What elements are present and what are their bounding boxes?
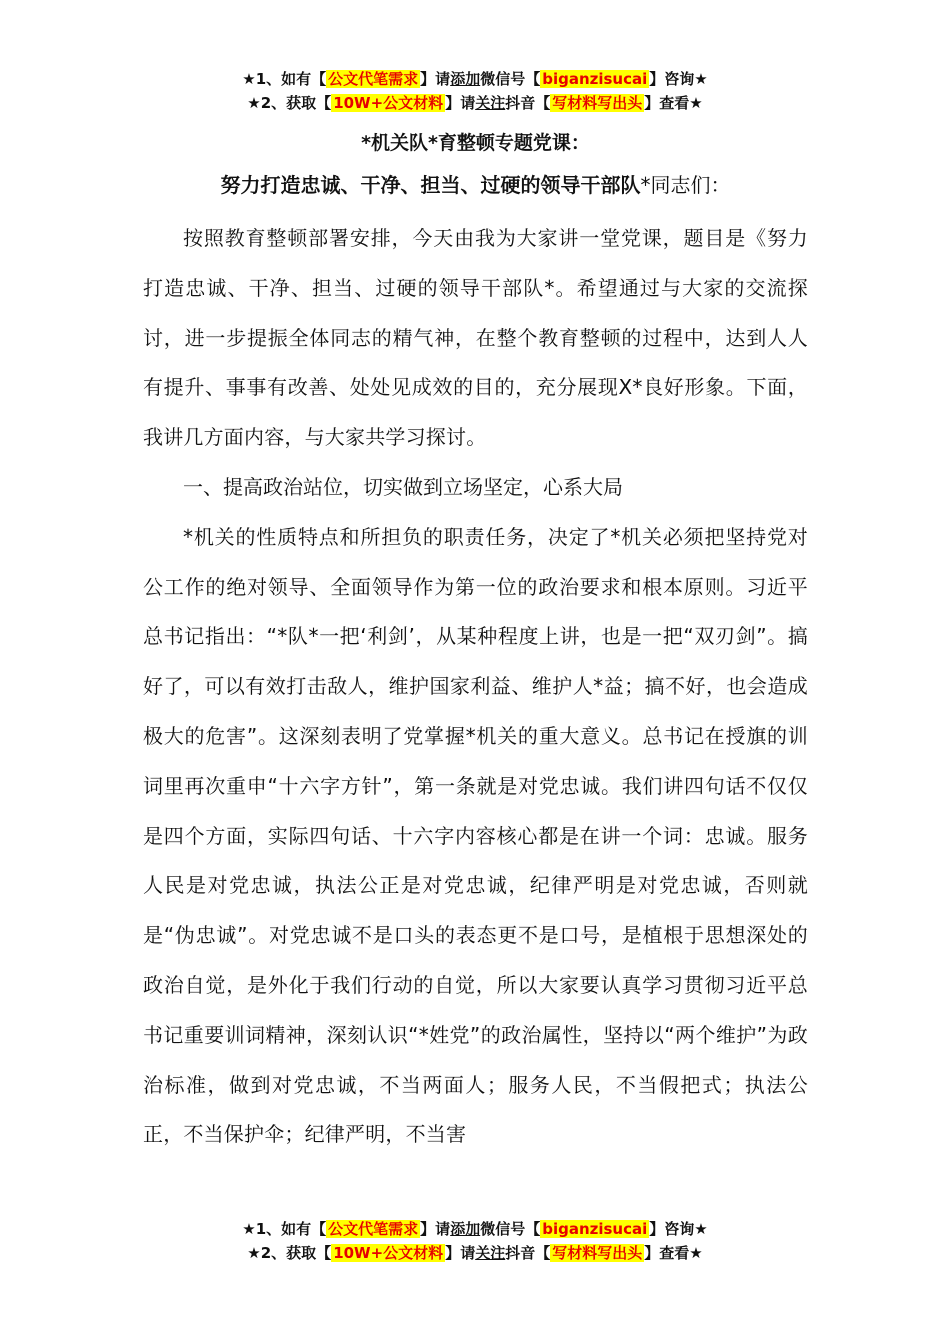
document-body [143,128,808,1160]
banner-text: 】查看★ [644,1244,703,1262]
underlined-text: 关注 [475,94,506,112]
banner-text: 微信号【 [480,1220,541,1238]
highlight-text: 公文代笔需求 [328,1220,419,1238]
banner-text: 】咨询★ [649,70,708,88]
top-ad-banner [0,67,950,115]
paragraph-section-1: *机关的性质特点和所担负的职责任务，决定了*机关必须把坚持党对公工作的绝对领导、全面领导作为第一位的政治要求和根本原则。习近平总书记指出：“*队*一把‘利剑’，从某种程度上讲，也是一把“双刃剑”。搞好了，可以有效打击敌人，维护国家利益、维护人*益；搞不好，也会造成极大的危害”。这深刻表明了党掌握*机关的重大意义。总书记在授旗的训词里再次重申“十六字方针”，第一条就是对党忠诚。我们讲四句话不仅仅是四个方面，实际四句话、十六字内容核心都是在讲一个词：忠诚。服务人民是对党忠诚，执法公正是对党忠诚，纪律严明是对党忠诚，否则就是“伪忠诚”。对党忠诚不是口头的表态更不是口号，是植根于思想深处的政治自觉，是外化于我们行动的自觉，所以大家要认真学习贯彻习近平总书记重要训词精神，深刻认识“*姓党”的政治属性，坚持以“两个维护”为政治标准，做到对党忠诚，不当两面人；服务人民，不当假把式；执法公正，不当保护伞；纪律严明，不当害 [143,524,808,1147]
banner-text: ★1、如有【 [242,70,327,88]
banner-text: 微信号【 [480,70,541,88]
subtitle-bold: 努力打造忠诚、干净、担当、过硬的领导干部队 [220,173,641,197]
banner-text: ★2、获取【 [247,1244,332,1262]
section-heading-1: 一、提高政治站位，切实做到立场坚定，心系大局 [183,474,623,499]
underlined-text: 添加 [450,70,481,88]
highlight-text: 10W+公文材料 [333,1244,444,1262]
document-title: *机关队*育整顿专题党课： [361,132,590,154]
paragraph-intro: 按照教育整顿部署安排，今天由我为大家讲一堂党课，题目是《努力打造忠诚、干净、担当、过硬的领导干部队*。希望通过与大家的交流探讨，进一步提振全体同志的精气神，在整个教育整顿的过程中，达到人人有提升、事事有改善、处处见成效的目的，充分展现X*良好形象。下面，我讲几方面内容，与大家共学习探讨。 [143,226,808,450]
banner-line-1 [0,1217,950,1241]
douyin-id-highlight: 写材料写出头 [552,1244,643,1262]
banner-line-2 [0,1241,950,1265]
banner-text: 】请 [445,1244,476,1262]
banner-text: ★1、如有【 [242,1220,327,1238]
banner-line-2 [0,91,950,115]
banner-line-1 [0,67,950,91]
banner-text: 】请 [445,94,476,112]
banner-text: ★2、获取【 [247,94,332,112]
douyin-id-highlight: 写材料写出头 [552,94,643,112]
underlined-text: 关注 [475,1244,506,1262]
banner-text: 抖音【 [505,94,551,112]
banner-text: 】咨询★ [649,1220,708,1238]
document-subtitle [143,170,808,200]
banner-text: 】查看★ [644,94,703,112]
banner-text: 】请 [420,70,451,88]
banner-text: 】请 [420,1220,451,1238]
highlight-text: 10W+公文材料 [333,94,444,112]
salutation: *同志们： [640,173,731,197]
wechat-id-highlight: biganzisucai [542,70,648,88]
banner-text: 抖音【 [505,1244,551,1262]
highlight-text: 公文代笔需求 [328,70,419,88]
bottom-ad-banner [0,1217,950,1265]
underlined-text: 添加 [450,1220,481,1238]
wechat-id-highlight: biganzisucai [542,1220,648,1238]
